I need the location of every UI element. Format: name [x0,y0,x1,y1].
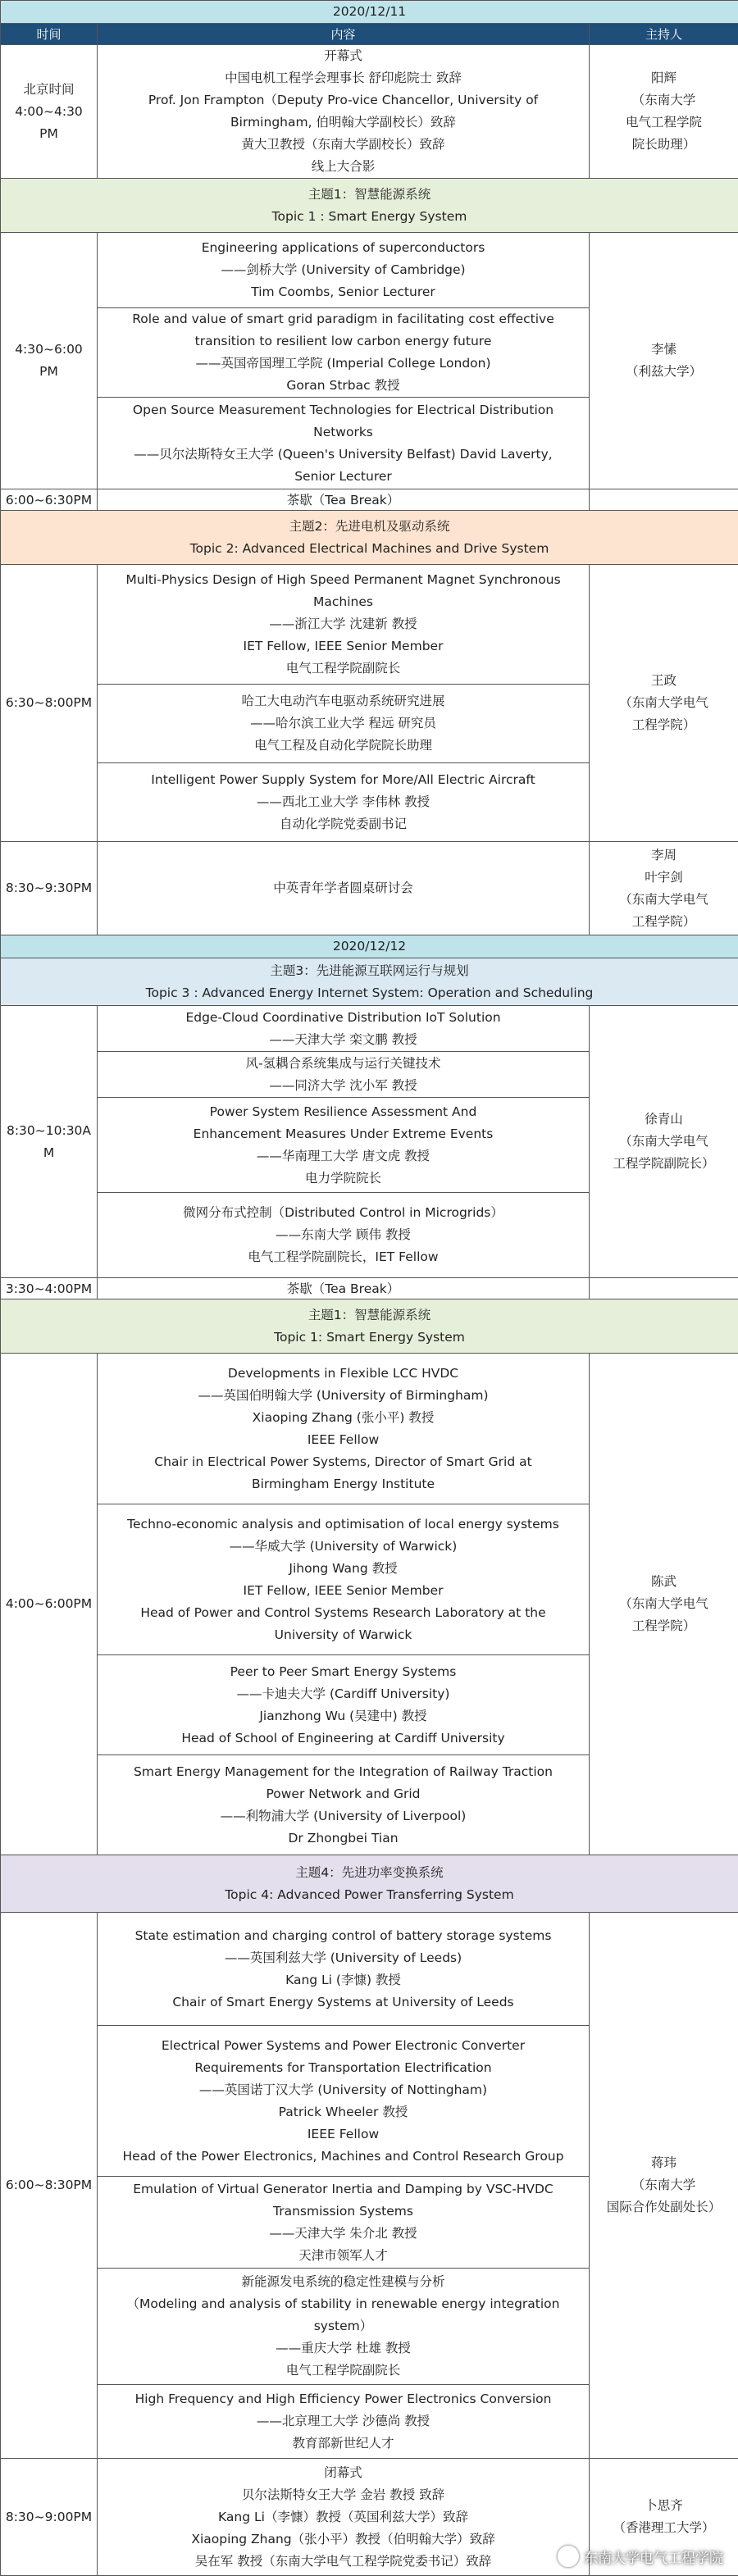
break-label: 茶歇（Tea Break） [98,1278,590,1299]
session-host: 王政 （东南大学电气 工程学院） [590,565,738,842]
talk-cell: Role and value of smart grid paradigm in facilitating cost effective transition to resilient low carbon energy future ——英国帝国理工学院 (Imperial College London) Goran Strbac 教授 [98,308,590,398]
opening-time: 北京时间 4:00~4:30 PM [1,45,98,179]
topic-row [1,1299,738,1354]
header-content: 内容 [98,24,590,45]
talk-cell: Intelligent Power Supply System for More/All Electric Aircraft ——西北工业大学 李伟林 教授 自动化学院党委副书记 [98,763,590,842]
session-time: 6:30~8:00PM [1,565,98,842]
talk-cell: 风-氢耦合系统集成与运行关键技术 ——同济大学 沈小军 教授 [98,1052,590,1098]
watermark [558,2546,723,2567]
talk-row [1,1913,738,2026]
talk-cell: 微网分布式控制（Distributed Control in Microgrids） ——东南大学 顾伟 教授 电气工程学院副院长，IET Fellow [98,1193,590,1278]
topic-row [1,1855,738,1913]
talk-cell: Open Source Measurement Technologies for Electrical Distribution Networks ——贝尔法斯特女王大学 (Queen's University Belfast) David Laverty, Senior Lecturer [98,398,590,489]
opening-host: 阳辉 （东南大学 电气工程学院 院长助理） [590,45,738,179]
roundtable-label: 中英青年学者圆桌研讨会 [98,842,590,935]
talk-cell: 新能源发电系统的稳定性建模与分析 （Modeling and analysis of stability in renewable energy integration system） ——重庆大学 杜雄 教授 电气工程学院副院长 [98,2269,590,2385]
session-time: 4:30~6:00 PM [1,233,98,489]
talk-cell: Peer to Peer Smart Energy Systems ——卡迪夫大学 (Cardiff University) Jianzhong Wu (吴建中) 教授 Head of School of Engineering at Cardiff University [98,1655,590,1755]
opening-content: 开幕式 中国电机工程学会理事长 舒印彪院士 致辞 Prof. Jon Frampton（Deputy Pro-vice Chancellor, University of Birmingham, 伯明翰大学副校长）致辞 黄大卫教授（东南大学副校长）致辞 线上大合影 [98,45,590,179]
talk-cell: Developments in Flexible LCC HVDC ——英国伯明翰大学 (University of Birmingham) Xiaoping Zhang (张小平) 教授 IEEE Fellow Chair in Electrical Power Systems, Director of Smart Grid at Birmingham Energy Institute [98,1354,590,1504]
topic-row [1,179,738,233]
talk-cell: High Frequency and High Efficiency Power Electronics Conversion ——北京理工大学 沙德尚 教授 教育部新世纪人才 [98,2385,590,2459]
break-host [590,489,738,511]
header-host: 主持人 [590,24,738,45]
break-label: 茶歇（Tea Break） [98,489,590,511]
closing-host: 卜思齐 （香港理工大学） [590,2459,738,2576]
opening-row [1,45,738,179]
date-label: 2020/12/11 [1,1,738,24]
talk-cell: Edge-Cloud Coordinative Distribution IoT Solution ——天津大学 栾文鹏 教授 [98,1006,590,1052]
talk-row [1,565,738,685]
session-host: 徐青山 （东南大学电气 工程学院副院长） [590,1006,738,1278]
topic-row [1,511,738,565]
topic-title: 主题4：先进功率变换系统 Topic 4: Advanced Power Transferring System [1,1855,738,1913]
talk-cell: Power System Resilience Assessment And Enhancement Measures Under Extreme Events ——华南理工大学 唐文虎 教授 电力学院院长 [98,1098,590,1193]
session-time: 6:00~8:30PM [1,1913,98,2459]
session-host: 蒋玮 （东南大学 国际合作处副处长） [590,1913,738,2459]
session-host: 陈武 （东南大学电气 工程学院） [590,1354,738,1855]
session-host: 李愫 （利兹大学） [590,233,738,489]
talk-row [1,1006,738,1052]
talk-cell: Emulation of Virtual Generator Inertia and Damping by VSC-HVDC Transmission Systems ——天津大学 朱介北 教授 天津市领军人才 [98,2177,590,2269]
header-time: 时间 [1,24,98,45]
header-row [1,24,738,45]
roundtable-host: 李周 叶宇剑 （东南大学电气 工程学院） [590,842,738,935]
talk-cell: Engineering applications of superconductors ——剑桥大学 (University of Cambridge) Tim Coombs, Senior Lecturer [98,233,590,308]
talk-cell: State estimation and charging control of battery storage systems ——英国利兹大学 (University of Leeds) Kang Li (李慷) 教授 Chair of Smart Energy Systems at University of Leeds [98,1913,590,2026]
closing-time: 8:30~9:00PM [1,2459,98,2576]
date-label: 2020/12/12 [1,935,738,958]
talk-cell: Techno-economic analysis and optimisation of local energy systems ——华威大学 (University of Warwick) Jihong Wang 教授 IET Fellow, IEEE Senior Member Head of Power and Control Systems Research Laboratory at the University of Warwick [98,1504,590,1655]
watermark-text: 东南大学电气工程学院 [584,2546,723,2567]
topic-title: 主题1：智慧能源系统 Topic 1 : Smart Energy System [1,179,738,233]
closing-content: 闭幕式 贝尔法斯特女王大学 金岩 教授 致辞 Kang Li（李慷）教授（英国利兹大学）致辞 Xiaoping Zhang（张小平）教授（伯明翰大学）致辞 吴在军 教授（东南大学电气工程学院党委书记）致辞 [98,2459,590,2576]
roundtable-row [1,842,738,935]
break-time: 3:30~4:00PM [1,1278,98,1299]
topic-row [1,958,738,1006]
talk-row [1,1354,738,1504]
talk-row [1,233,738,308]
session-time: 4:00~6:00PM [1,1354,98,1855]
talk-cell: Smart Energy Management for the Integration of Railway Traction Power Network and Grid ——利物浦大学 (University of Liverpool) Dr Zhongbei Tian [98,1755,590,1855]
date-row [1,1,738,24]
wechat-logo-icon [558,2546,579,2567]
talk-cell: 哈工大电动汽车电驱动系统研究进展 ——哈尔滨工业大学 程远 研究员 电气工程及自动化学院院长助理 [98,685,590,763]
talk-cell: Multi-Physics Design of High Speed Permanent Magnet Synchronous Machines ——浙江大学 沈建新 教授 IET Fellow, IEEE Senior Member 电气工程学院副院长 [98,565,590,685]
topic-title: 主题3：先进能源互联网运行与规划 Topic 3 : Advanced Energy Internet System: Operation and Scheduling [1,958,738,1006]
date-row [1,935,738,958]
tea-break-row [1,489,738,511]
break-time: 6:00~6:30PM [1,489,98,511]
break-host [590,1278,738,1299]
topic-title: 主题2：先进电机及驱动系统 Topic 2: Advanced Electrical Machines and Drive System [1,511,738,565]
topic-title: 主题1：智慧能源系统 Topic 1: Smart Energy System [1,1299,738,1354]
session-time: 8:30~10:30A M [1,1006,98,1278]
talk-cell: Electrical Power Systems and Power Electronic Converter Requirements for Transportation Electrification ——英国诺丁汉大学 (University of Nottingham) Patrick Wheeler 教授 IEEE Fellow Head of the Power Electronics, Machines and Control Research Group [98,2026,590,2177]
tea-break-row [1,1278,738,1299]
roundtable-time: 8:30~9:30PM [1,842,98,935]
